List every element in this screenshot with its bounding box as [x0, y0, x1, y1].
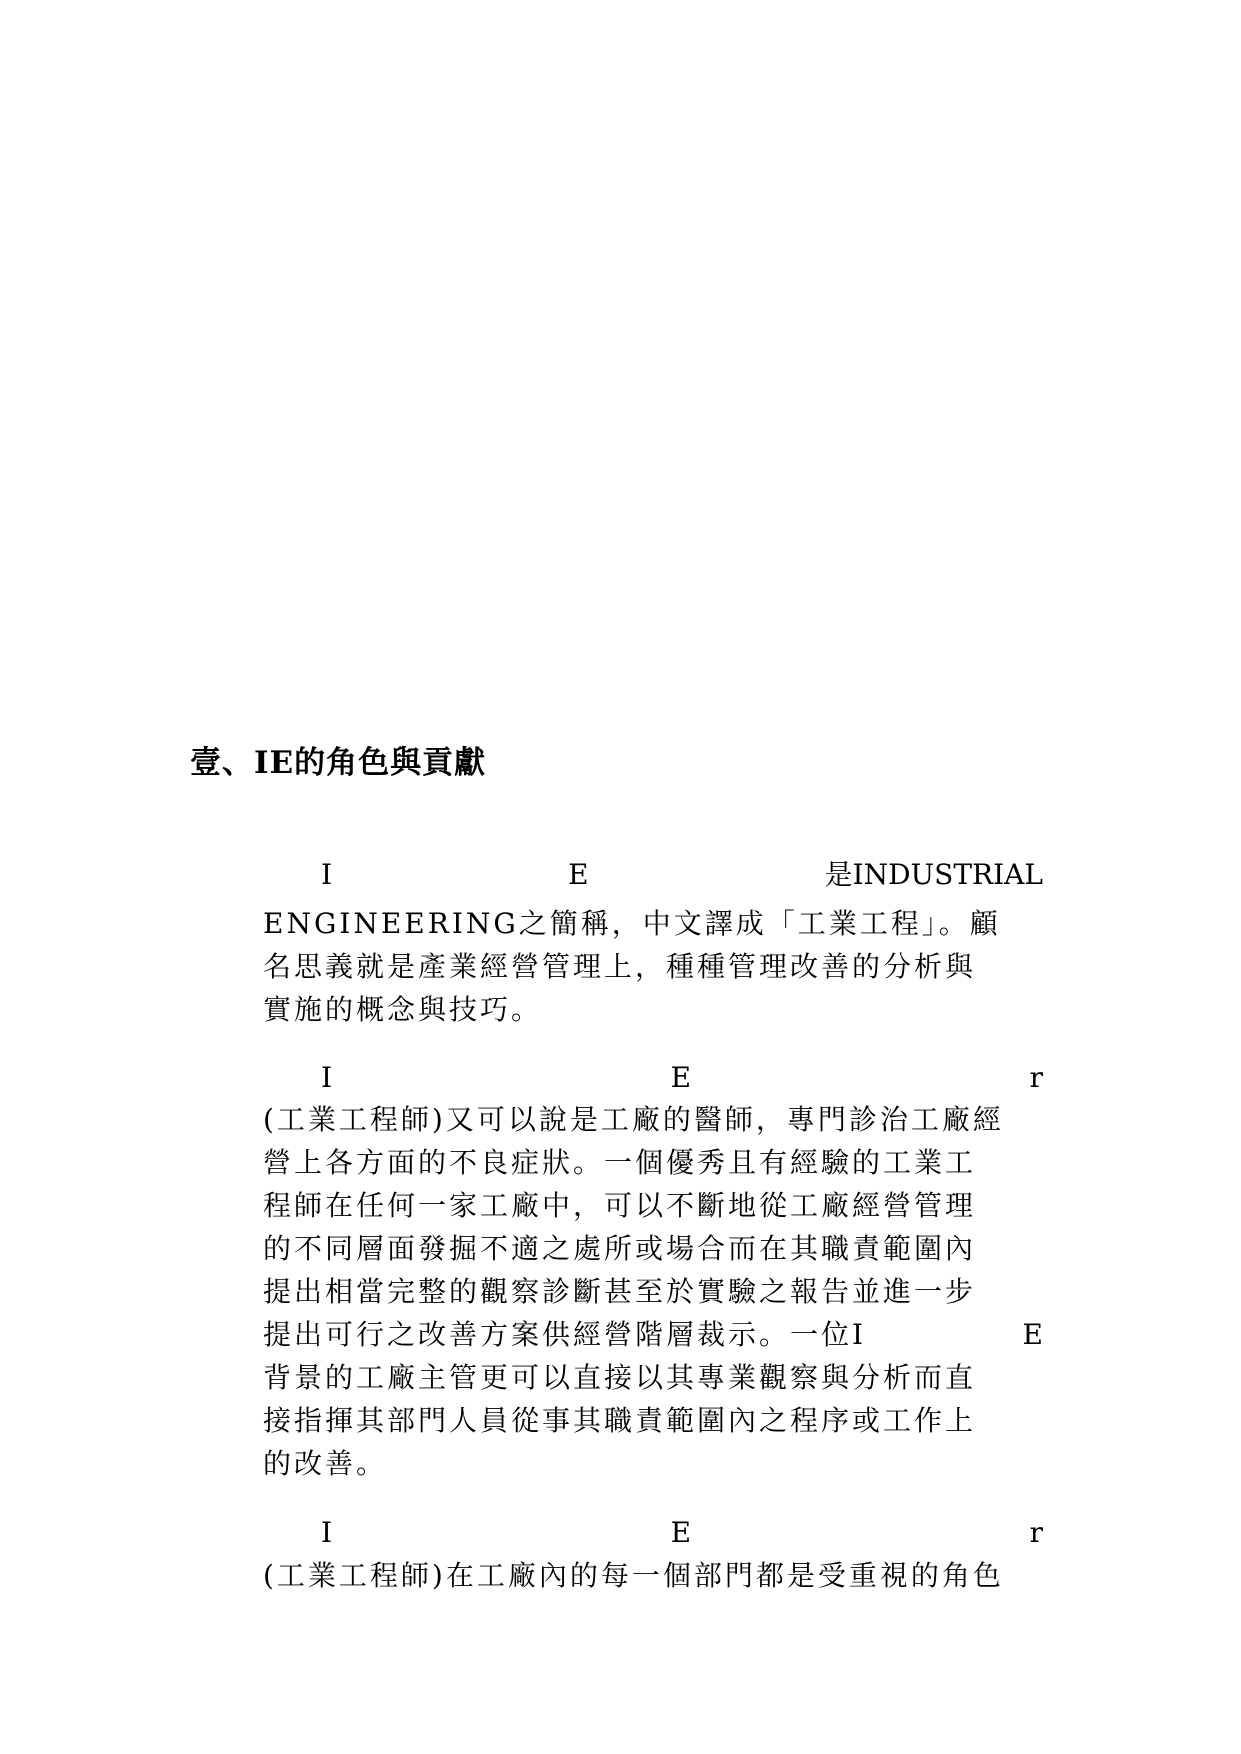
paragraph-2-line: (工業工程師)又可以說是工廠的醫師，專門診治工廠經	[263, 1103, 1004, 1136]
paragraph-3-token-1: I	[321, 1516, 333, 1549]
paragraph-1-line: 實施的概念與技巧。	[263, 993, 543, 1026]
paragraph-2-line: 的不同層面發掘不適之處所或場合而在其職責範圍內	[263, 1232, 977, 1265]
paragraph-1-token-1: I	[321, 858, 333, 891]
paragraph-2-token-1: I	[321, 1061, 333, 1094]
paragraph-1-line: ENGINEERING之簡稱，中文譯成「工業工程」。顧	[263, 907, 1001, 940]
paragraph-2-line: 程師在任何一家工廠中，可以不斷地從工廠經營管理	[263, 1189, 977, 1222]
paragraph-2-split-line	[263, 1315, 1043, 1355]
paragraph-3-token-3: r	[1029, 1516, 1043, 1549]
paragraph-2-token-3: r	[1029, 1061, 1043, 1094]
paragraph-1-first-line	[263, 855, 1043, 895]
paragraph-1-token-2: E	[568, 858, 589, 891]
section-heading: 壹、IE的角色與貢獻	[190, 745, 487, 781]
paragraph-3-token-2: E	[670, 1516, 692, 1549]
paragraph-3-first-line	[263, 1513, 1043, 1553]
paragraph-2-split-token-2: E	[1022, 1318, 1043, 1351]
paragraph-2-line: 接指揮其部門人員從事其職責範圍內之程序或工作上	[263, 1404, 977, 1437]
paragraph-2-line: 提出相當完整的觀察診斷甚至於實驗之報告並進一步	[263, 1275, 977, 1308]
paragraph-3-line: (工業工程師)在工廠內的每一個部門都是受重視的角色	[263, 1559, 1004, 1592]
paragraph-2-line: 背景的工廠主管更可以直接以其專業觀察與分析而直	[263, 1361, 977, 1394]
paragraph-1-line: 名思義就是產業經營管理上，種種管理改善的分析與	[263, 950, 977, 983]
paragraph-2-split-token-1: 提出可行之改善方案供經營階層裁示。一位I	[263, 1318, 867, 1351]
paragraph-2-line: 的改善。	[263, 1447, 388, 1480]
paragraph-2-token-2: E	[670, 1061, 692, 1094]
paragraph-2-first-line	[263, 1058, 1043, 1098]
paragraph-1-token-3: 是INDUSTRIAL	[824, 858, 1043, 891]
paragraph-2-line: 營上各方面的不良症狀。一個優秀且有經驗的工業工	[263, 1146, 977, 1179]
